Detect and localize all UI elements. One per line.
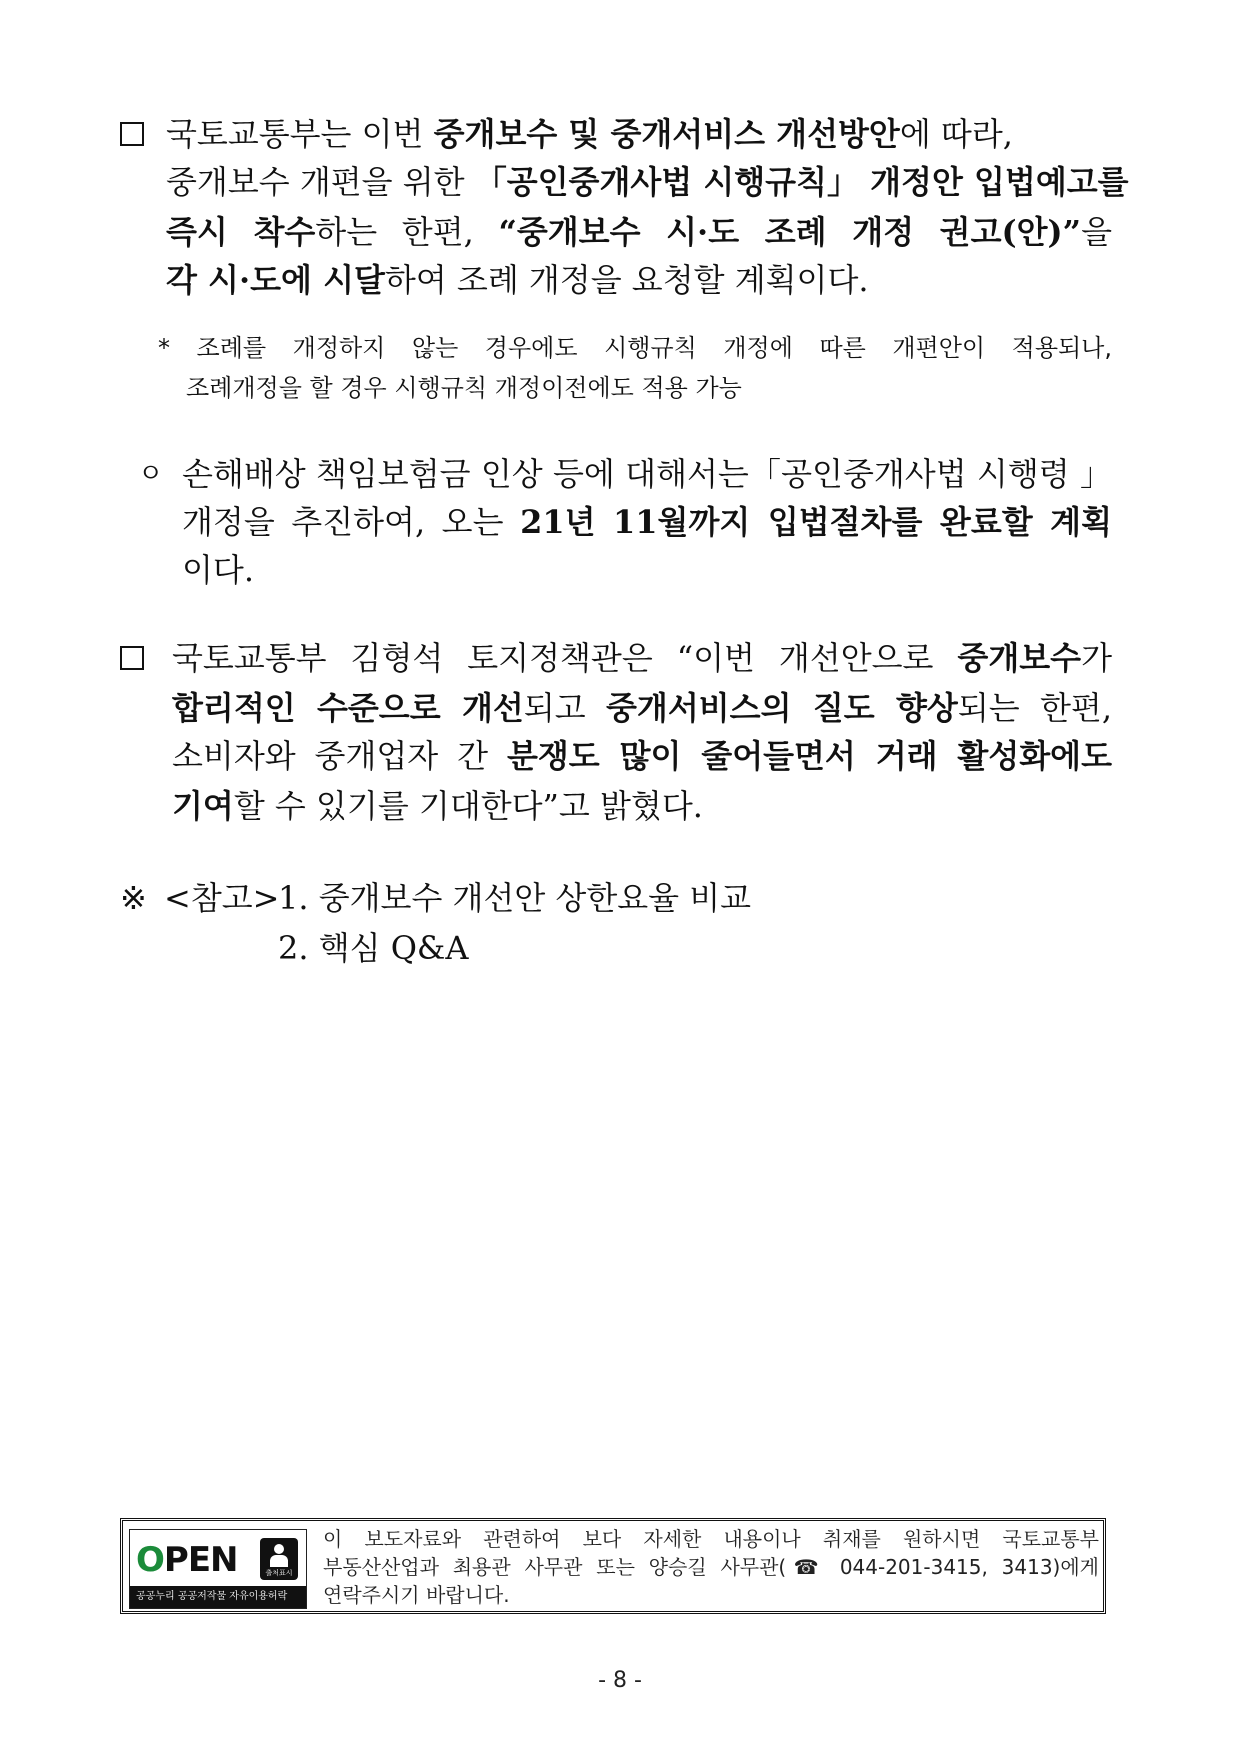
reference-item-1: 1. 중개보수 개선안 상한요율 비교	[278, 879, 752, 917]
section1-line3: 즉시 착수하는 한편, “중개보수 시·도 조례 개정 권고(안)”을	[166, 213, 1113, 251]
section1-line2: 중개보수 개편을 위한 「공인중개사법 시행규칙」 개정안 입법예고를	[166, 163, 1129, 201]
ogl-open-text: OPEN	[136, 1540, 238, 1580]
reference-mark: ※	[120, 879, 147, 917]
reference-item-2: 2. 핵심 Q&A	[278, 929, 469, 967]
reference-label: <참고>	[164, 879, 280, 917]
kogl-open-license-logo	[129, 1529, 307, 1609]
contact-footer-box	[120, 1518, 1106, 1614]
section1-line4: 각 시·도에 시달하여 조례 개정을 요청할 계획이다.	[166, 261, 869, 299]
section2-line2: 합리적인 수준으로 개선되고 중개서비스의 질도 향상되는 한편,	[172, 689, 1113, 727]
note-line1: * 조례를 개정하지 않는 경우에도 시행규칙 개정에 따른 개편안이 적용되나,	[158, 334, 1112, 362]
bullet-circle: ㅇ	[138, 459, 164, 489]
contact-line-1: 이 보도자료와 관련하여 보다 자세한 내용이나 취재를 원하시면 국토교통부	[323, 1527, 1099, 1551]
attribution-person-icon: 출처표시	[260, 1538, 298, 1580]
section2-line4: 기여할 수 있기를 기대한다”고 밝혔다.	[172, 787, 703, 825]
contact-line-2: 부동산산업과 최용관 사무관 또는 양승길 사무관(☎ 044-201-3415, 3413)에게	[323, 1555, 1099, 1579]
ogl-caption: 공공누리 공공저작물 자유이용허락	[130, 1586, 306, 1608]
section2-line3: 소비자와 중개업자 간 분쟁도 많이 줄어들면서 거래 활성화에도	[172, 737, 1112, 775]
checkbox-square-icon	[120, 122, 144, 146]
checkbox-square-icon	[120, 646, 144, 670]
contact-line-3: 연락주시기 바랍니다.	[323, 1583, 510, 1607]
subsection-line2: 개정을 추진하여, 오는 21년 11월까지 입법절차를 완료할 계획	[182, 503, 1112, 541]
page-number: - 8 -	[598, 1668, 642, 1693]
section2-line1: 국토교통부 김형석 토지정책관은 “이번 개선안으로 중개보수가	[172, 639, 1112, 677]
contact-text	[323, 1525, 1099, 1609]
subsection-line1: 손해배상 책임보험금 인상 등에 대해서는「공인중개사법 시행령 」	[182, 455, 1112, 493]
subsection-line3: 이다.	[182, 551, 254, 589]
section1-line1: 국토교통부는 이번 중개보수 및 중개서비스 개선방안에 따라,	[166, 115, 1013, 153]
note-line2: 조례개정을 할 경우 시행규칙 개정이전에도 적용 가능	[186, 374, 742, 402]
